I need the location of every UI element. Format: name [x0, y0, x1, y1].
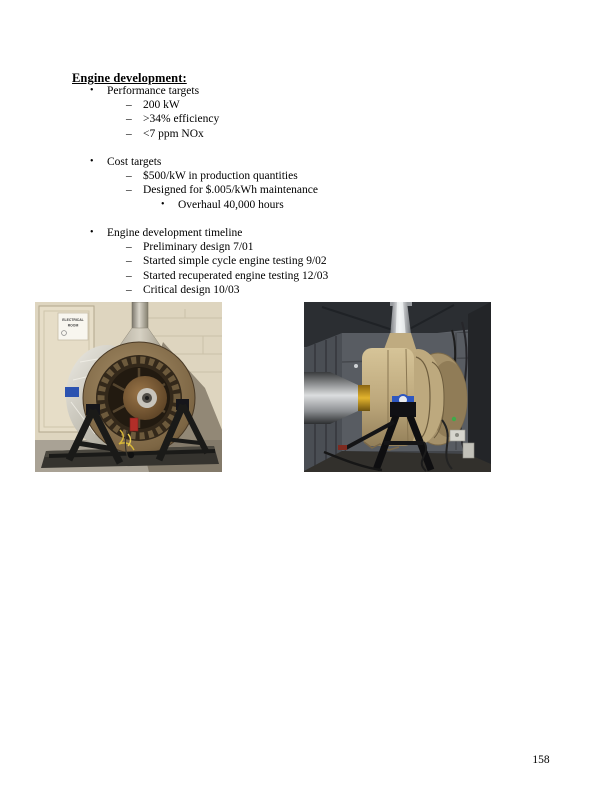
list-item-text: Designed for $.005/kWh maintenance [143, 184, 318, 197]
list-item-text: Cost targets [107, 156, 162, 168]
electrical-room-sign [58, 313, 88, 340]
list-item-text: $500/kW in production quantities [143, 170, 298, 183]
blue-clamp [65, 387, 79, 397]
dash-marker: – [126, 113, 132, 126]
bullet-marker: • [90, 227, 94, 238]
list-item-text: <7 ppm NOx [143, 127, 204, 140]
bullet-marker: • [90, 156, 94, 167]
red-instrument [130, 418, 138, 431]
list-item [0, 254, 612, 268]
list-item-text: Started simple cycle engine testing 9/02 [143, 255, 327, 268]
bullet-marker: • [90, 85, 94, 96]
list-item-text: Preliminary design 7/01 [143, 241, 254, 254]
list-item-text: Started recuperated engine testing 12/03 [143, 269, 329, 282]
dash-marker: – [126, 283, 132, 296]
list-item [0, 226, 612, 240]
list-item-text: 200 kW [143, 99, 180, 112]
list-item [0, 269, 612, 283]
turbine-engine-front [83, 342, 195, 454]
list-item [0, 155, 612, 169]
dash-marker: – [126, 184, 132, 197]
caster-wheel [128, 452, 134, 458]
list-item-text: Overhaul 40,000 hours [178, 198, 284, 211]
list-item [0, 198, 612, 212]
page-title: Engine development: [72, 71, 187, 85]
sign-text-line2: ROOM [67, 323, 79, 328]
list-item [0, 112, 612, 126]
dash-marker: – [126, 255, 132, 268]
list-item [0, 98, 612, 112]
list-item [0, 283, 612, 297]
engine-test-stand-photo [35, 302, 222, 472]
list-item-text: Critical design 10/03 [143, 283, 240, 296]
dash-marker: – [126, 99, 132, 112]
dash-marker: – [126, 170, 132, 183]
list-item-text: Performance targets [107, 85, 200, 97]
engine-test-cell-photo [304, 302, 491, 472]
list-item [0, 127, 612, 141]
list-item-text: >34% efficiency [143, 113, 220, 126]
bullet-marker: • [161, 198, 165, 210]
list-item-text: Engine development timeline [107, 227, 243, 239]
green-led [452, 417, 456, 421]
page-number: 158 [532, 754, 550, 766]
list-item [0, 240, 612, 254]
wall-fitting [354, 364, 358, 368]
bullet-list [0, 84, 612, 297]
exhaust-pipe [132, 302, 148, 330]
list-item [0, 169, 612, 183]
list-item [0, 84, 612, 98]
list-item [0, 183, 612, 197]
dash-marker: – [126, 269, 132, 282]
red-tag [338, 445, 347, 450]
gold-coupling [358, 385, 370, 411]
sign-text-line1: ELECTRICAL [62, 318, 84, 322]
dash-marker: – [126, 127, 132, 140]
dash-marker: – [126, 241, 132, 254]
